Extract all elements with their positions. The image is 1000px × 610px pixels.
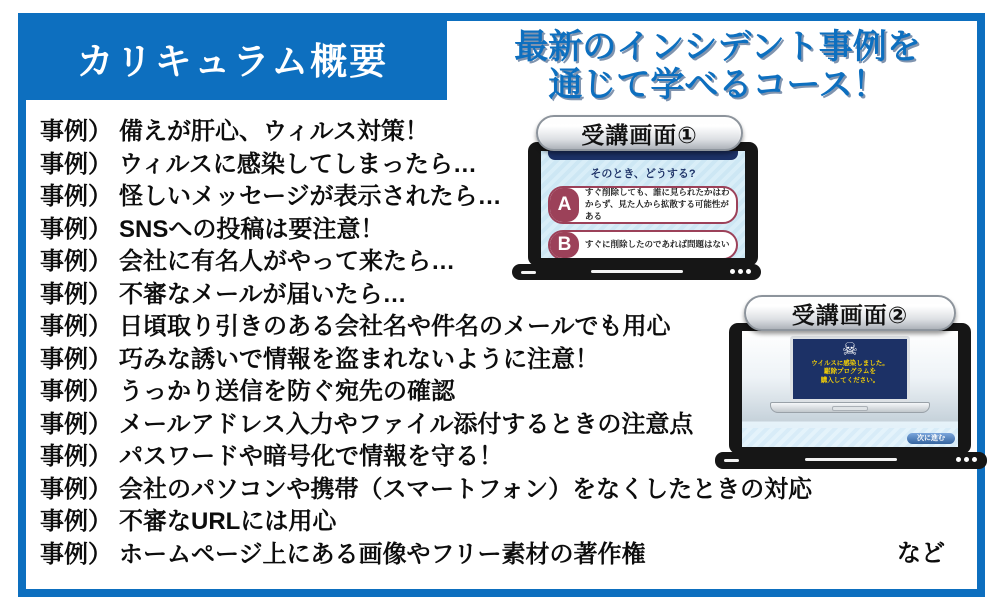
virus-warning-screen <box>790 336 910 402</box>
option-a-badge: A <box>550 188 579 222</box>
case-text: 巧みな誘いで情報を盗まれないように注意！ <box>119 345 599 373</box>
case-prefix: 事例） <box>40 215 112 243</box>
course-screen-2-mockup <box>715 293 987 471</box>
laptop-1-bezel <box>528 142 758 266</box>
case-text: ホームページ上にある画像やフリー素材の著作権 <box>119 540 646 568</box>
case-prefix: 事例） <box>40 183 112 210</box>
skull-crossbones-icon: ☠ <box>841 339 859 359</box>
case-text: うっかり送信を防ぐ宛先の確認 <box>119 378 455 405</box>
case-text: 備えが肝心、ウィルス対策！ <box>119 118 429 145</box>
screen-1-label: 受講画面① <box>581 121 698 148</box>
catchphrase-line-1: 最新のインシデント事例を <box>514 27 921 66</box>
case-prefix: 事例） <box>40 540 112 568</box>
case-text: 不審なメールが届いたら… <box>119 280 407 308</box>
case-prefix: 事例） <box>40 410 112 438</box>
course-screen-1-mockup <box>512 112 767 284</box>
case-text: 怪しいメッセージが表示されたら… <box>119 183 502 210</box>
screen-2-bottom-strip <box>742 428 958 447</box>
screen-1-label-pill <box>536 115 743 151</box>
case-item <box>40 344 812 377</box>
laptop-1-port-icon <box>521 271 536 274</box>
case-item <box>40 506 812 539</box>
option-b-text: すぐに削除したのであれば問題はない <box>585 239 730 250</box>
laptop-2-screen <box>742 331 958 447</box>
laptop-1-screen <box>541 151 745 258</box>
quiz-options <box>548 186 738 258</box>
case-prefix: 事例） <box>40 475 112 503</box>
laptop-2-base <box>715 452 987 469</box>
virus-warning-line-3: 購入してください。 <box>820 376 880 384</box>
laptop-2-port-icon <box>724 459 739 462</box>
virus-warning-line-2: 駆除プログラムを <box>824 368 876 376</box>
case-prefix: 事例） <box>40 150 112 178</box>
case-item <box>40 376 812 409</box>
case-prefix: 事例） <box>40 280 112 308</box>
case-item <box>40 311 812 344</box>
laptop-1-base <box>512 264 761 280</box>
case-item <box>40 474 812 507</box>
case-prefix: 事例） <box>40 378 112 405</box>
mini-laptop-base <box>770 402 930 413</box>
case-text: ウィルスに感染してしまったら… <box>119 150 477 178</box>
screen-1-top-bar <box>548 151 738 160</box>
option-a-text: すぐ削除しても、誰に見られたかはわからず、見た人から拡散する可能性がある <box>585 187 730 221</box>
laptop-2-hinge-line <box>805 458 897 461</box>
catchphrase-line-2: 通じて学べるコース！ <box>548 66 887 104</box>
case-prefix: 事例） <box>40 508 112 535</box>
quiz-option-a <box>548 186 738 224</box>
case-item <box>40 409 812 442</box>
screen-2-label-pill <box>744 295 956 331</box>
case-text: パスワードや暗号化で情報を守る！ <box>119 443 503 470</box>
case-prefix: 事例） <box>40 248 112 275</box>
case-text: メールアドレス入力やファイル添付するときの注意点 <box>119 410 694 438</box>
next-button: 次に進む <box>907 433 955 444</box>
case-text: 会社に有名人がやって来たら… <box>119 248 455 275</box>
laptop-1-speaker-dots-icon <box>730 269 735 274</box>
etc-label: など <box>897 540 945 567</box>
quiz-option-b <box>548 230 738 258</box>
header-box <box>18 15 447 100</box>
page-title: カリキュラム概要 <box>76 40 389 82</box>
case-prefix: 事例） <box>40 345 112 373</box>
laptop-1-hinge-line <box>591 270 683 273</box>
laptop-2-bezel <box>729 323 971 454</box>
quiz-question: そのとき、どうする? <box>590 168 696 180</box>
virus-warning-line-1: ウイルスに感染しました。 <box>811 359 889 367</box>
option-b-badge: B <box>550 232 579 258</box>
laptop-2-speaker-dots-icon <box>956 457 961 462</box>
case-text: SNSへの投稿は要注意！ <box>119 215 385 243</box>
case-prefix: 事例） <box>40 313 112 340</box>
case-text: 日頃取り引きのある会社名や件名のメールでも用心 <box>119 313 671 340</box>
case-text: 不審なURLには用心 <box>119 508 337 535</box>
case-item <box>40 539 812 572</box>
case-item <box>40 441 812 474</box>
case-text: 会社のパソコンや携帯（スマートフォン）をなくしたときの対応 <box>119 475 813 503</box>
case-prefix: 事例） <box>40 118 112 145</box>
course-catchphrase <box>455 23 980 109</box>
case-prefix: 事例） <box>40 443 112 470</box>
screen-2-label: 受講画面② <box>791 301 909 328</box>
